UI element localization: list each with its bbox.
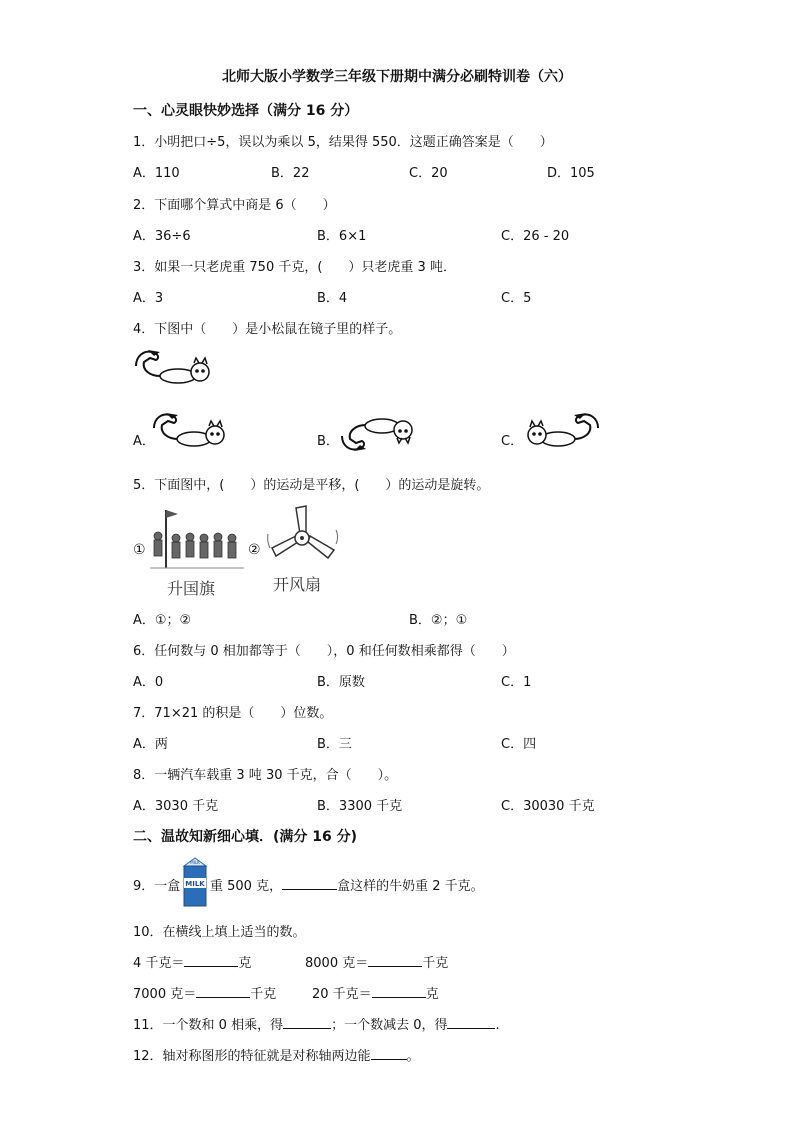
q4-option-c: C． (501, 434, 524, 449)
q1-option-c: C．20 (409, 166, 448, 181)
q5-caption-flag: 升国旗 (167, 579, 216, 598)
question-11 (133, 1014, 500, 1033)
q8-option-c: C．30030 千克 (501, 799, 595, 814)
q10-item-3-pre: 7000 克＝ (133, 987, 197, 1002)
q10-item-2-post: 千克 (422, 956, 449, 971)
q5-caption-fan: 开风扇 (273, 575, 322, 594)
q12-blank[interactable] (371, 1047, 407, 1060)
q12-part-2: 。 (406, 1049, 420, 1064)
question-10-stem: 10．在横线上填上适当的数。 (133, 925, 306, 940)
q1-option-b: B．22 (271, 166, 310, 181)
q5-marker-2: ② (248, 542, 261, 558)
q11-blank-2[interactable] (447, 1016, 495, 1029)
squirrel-option-c-icon (524, 412, 600, 450)
q10-item-1-pre: 4 千克＝ (133, 956, 185, 971)
q11-part-1: 11．一个数和 0 相乘，得 (133, 1018, 284, 1033)
q10-item-1 (133, 952, 251, 971)
q10-blank-2[interactable] (368, 954, 422, 967)
q3-option-c: C．5 (501, 291, 532, 306)
q6-option-a: A．0 (133, 675, 164, 690)
q7-option-c: C．四 (501, 737, 537, 752)
question-1-stem: 1．小明把口÷5，误以为乘以 5，结果得 550．这题正确答案是（ ） (133, 135, 553, 150)
q1-option-a: A．110 (133, 166, 180, 181)
q7-option-b: B．三 (317, 737, 352, 752)
q11-part-2: ；一个数减去 0，得 (331, 1018, 448, 1033)
q10-blank-1[interactable] (184, 954, 238, 967)
q7-option-a: A．两 (133, 737, 168, 752)
q10-item-4-pre: 20 千克＝ (312, 987, 372, 1002)
q10-blank-4[interactable] (372, 985, 426, 998)
q12-part-1: 12．轴对称图形的特征就是对称轴两边能 (133, 1049, 371, 1064)
q10-item-3 (133, 983, 276, 1002)
question-9-weight (210, 875, 484, 894)
q9-text-tail: 盒这样的牛奶重 2 千克。 (337, 879, 484, 894)
q2-option-c: C．26 - 20 (501, 229, 570, 244)
squirrel-original-icon (134, 348, 214, 388)
milk-carton-icon (180, 856, 210, 908)
question-3-stem: 3．如果一只老虎重 750 千克，( ）只老虎重 3 吨． (133, 260, 456, 275)
q10-item-1-post: 克 (238, 956, 252, 971)
squirrel-option-b-icon (340, 414, 416, 452)
milk-carton-top-label: MILK (190, 860, 200, 865)
milk-carton-label: MILK (185, 880, 205, 888)
question-9-prefix: 9．一盒 (133, 879, 181, 894)
q9-answer-blank[interactable] (282, 877, 337, 890)
q11-part-3: . (495, 1018, 500, 1033)
q4-option-b: B． (317, 434, 339, 449)
section-heading-fill: 二、温故知新细心填．(满分 16 分) (133, 829, 358, 845)
question-4-stem: 4．下图中（ ）是小松鼠在镜子里的样子。 (133, 322, 402, 337)
q11-blank-1[interactable] (283, 1016, 331, 1029)
q10-item-3-post: 千克 (250, 987, 277, 1002)
q6-option-c: C．1 (501, 675, 532, 690)
section-heading-choice: 一、心灵眼快妙选择（满分 16 分） (133, 103, 359, 119)
question-7-stem: 7．71×21 的积是（ ）位数。 (133, 706, 333, 721)
q10-item-4-post: 克 (425, 987, 439, 1002)
question-6-stem: 6．任何数与 0 相加都等于（ ），0 和任何数相乘都得（ ） (133, 644, 515, 659)
question-2-stem: 2．下面哪个算式中商是 6（ ） (133, 198, 336, 213)
q5-option-b: B．②；① (409, 613, 468, 628)
page-title: 北师大版小学数学三年级下册期中满分必刷特训卷（六） (222, 69, 572, 85)
q5-marker-1: ① (133, 542, 146, 558)
q9-text-weight: 重 500 克， (210, 879, 283, 894)
q2-option-b: B．6×1 (317, 229, 367, 244)
q10-item-2-pre: 8000 克＝ (305, 956, 369, 971)
q5-option-a: A．①；② (133, 613, 192, 628)
question-8-stem: 8．一辆汽车载重 3 吨 30 千克，合（ ）。 (133, 768, 398, 783)
q10-item-2 (305, 952, 448, 971)
question-12 (133, 1045, 420, 1064)
q3-option-a: A．3 (133, 291, 164, 306)
q2-option-a: A．36÷6 (133, 229, 191, 244)
q8-option-a: A．3030 千克 (133, 799, 219, 814)
fan-icon (266, 504, 342, 572)
q8-option-b: B．3300 千克 (317, 799, 403, 814)
q6-option-b: B．原数 (317, 675, 365, 690)
flag-raising-icon (148, 506, 248, 576)
q10-item-4 (312, 983, 439, 1002)
squirrel-option-a-icon (152, 412, 228, 450)
q4-option-a: A． (133, 434, 155, 449)
q10-blank-3[interactable] (196, 985, 250, 998)
q3-option-b: B．4 (317, 291, 348, 306)
question-5-stem: 5．下面图中，( ）的运动是平移，( ）的运动是旋转。 (133, 478, 490, 493)
q1-option-d: D．105 (547, 166, 595, 181)
